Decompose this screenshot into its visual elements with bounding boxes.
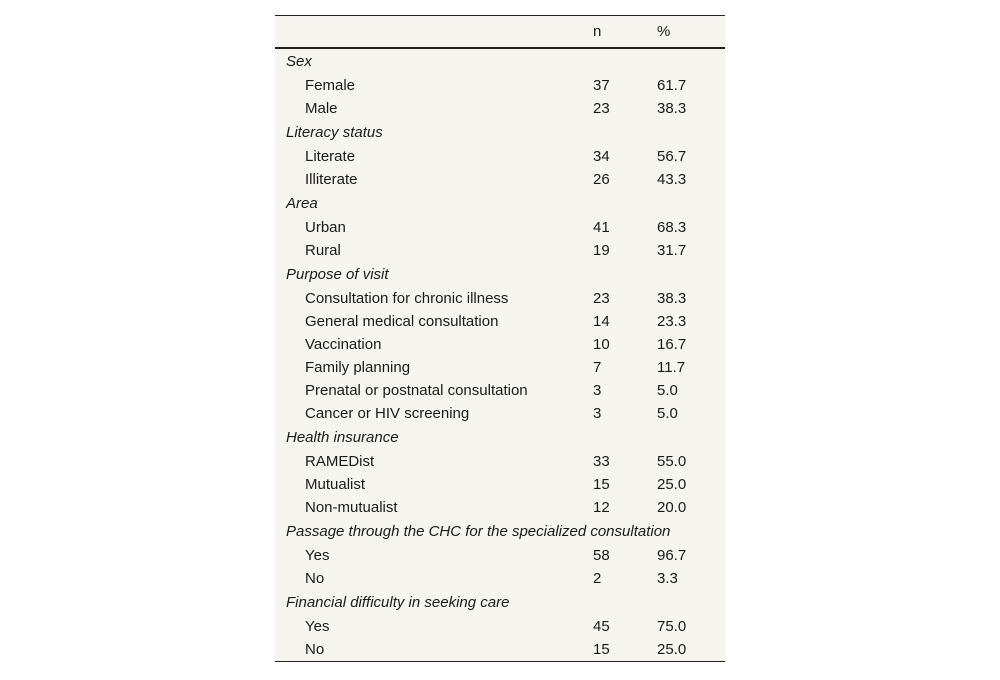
row-label: No [275,638,593,662]
characteristics-table [275,15,725,662]
table-row [275,615,725,638]
row-n: 23 [593,100,610,117]
row-n: 15 [593,476,610,493]
row-label: Illiterate [305,171,358,188]
row-percent: 68.3 [657,219,687,236]
row-label: Yes [305,547,330,564]
table-row [275,402,725,425]
row-n: 19 [593,242,610,259]
table-row [275,473,725,496]
table-row [275,496,725,519]
group-title: Area [286,195,318,212]
row-label: Literate [305,148,356,165]
table-body [275,48,725,662]
row-percent: 38.3 [657,290,687,307]
group-title: Financial difficulty in seeking care [286,594,510,611]
row-percent: 5.0 [657,382,678,399]
group-row [275,519,725,544]
row-n: 15 [593,638,657,662]
row-n: 12 [593,499,610,516]
table-row [275,97,725,120]
row-n: 23 [593,290,610,307]
row-label: Male [305,100,338,117]
row-label: General medical consultation [305,313,499,330]
row-n: 58 [593,547,610,564]
table-row [275,567,725,590]
row-label: Rural [305,242,341,259]
row-percent: 11.7 [657,359,686,376]
row-percent: 5.0 [657,405,678,422]
row-n: 34 [593,148,610,165]
group-row [275,590,725,615]
row-label: No [305,570,325,587]
table-row [275,216,725,239]
row-n: 3 [593,382,602,399]
row-percent: 61.7 [657,77,687,94]
table-row [275,168,725,191]
row-percent: 55.0 [657,453,687,470]
row-percent: 56.7 [657,148,687,165]
table-row [275,333,725,356]
row-label: Vaccination [305,336,382,353]
row-percent: 75.0 [657,618,687,635]
row-percent: 38.3 [657,100,687,117]
row-label: Consultation for chronic illness [305,290,509,307]
row-label: Prenatal or postnatal consultation [305,382,528,399]
row-label: Mutualist [305,476,366,493]
table-row [275,74,725,97]
table-row [275,145,725,168]
row-n: 10 [593,336,610,353]
row-percent: 3.3 [657,570,678,587]
header-n: n [593,16,657,49]
table-row [275,638,725,662]
row-percent: 43.3 [657,171,687,188]
row-n: 37 [593,77,610,94]
row-n: 3 [593,405,602,422]
row-label: Family planning [305,359,411,376]
row-percent: 23.3 [657,313,687,330]
row-n: 7 [593,359,602,376]
table-row [275,356,725,379]
row-label: Non-mutualist [305,499,398,516]
group-title: Purpose of visit [286,266,389,283]
row-label: Yes [305,618,330,635]
row-percent: 25.0 [657,638,725,662]
row-n: 14 [593,313,610,330]
row-label: Female [305,77,356,94]
data-table-container [275,15,725,662]
row-percent: 20.0 [657,499,687,516]
group-row [275,191,725,216]
row-percent: 25.0 [657,476,687,493]
row-n: 26 [593,171,610,188]
group-title: Passage through the CHC for the specialized consultation [286,523,671,540]
group-title: Sex [286,53,312,70]
table-row [275,544,725,567]
row-n: 45 [593,618,610,635]
row-n: 2 [593,570,602,587]
group-row [275,48,725,74]
table-row [275,450,725,473]
row-n: 41 [593,219,610,236]
table-row [275,287,725,310]
row-label: RAMEDist [305,453,375,470]
header-percent: % [657,16,725,49]
group-row [275,262,725,287]
group-title: Literacy status [286,124,383,141]
row-percent: 96.7 [657,547,687,564]
header-row [275,16,725,49]
table-row [275,310,725,333]
row-label: Urban [305,219,346,236]
row-label: Cancer or HIV screening [305,405,470,422]
row-percent: 31.7 [657,242,687,259]
row-percent: 16.7 [657,336,687,353]
table-row [275,379,725,402]
header-label [275,16,593,49]
group-row [275,120,725,145]
group-title: Health insurance [286,429,399,446]
group-row [275,425,725,450]
row-n: 33 [593,453,610,470]
table-row [275,239,725,262]
